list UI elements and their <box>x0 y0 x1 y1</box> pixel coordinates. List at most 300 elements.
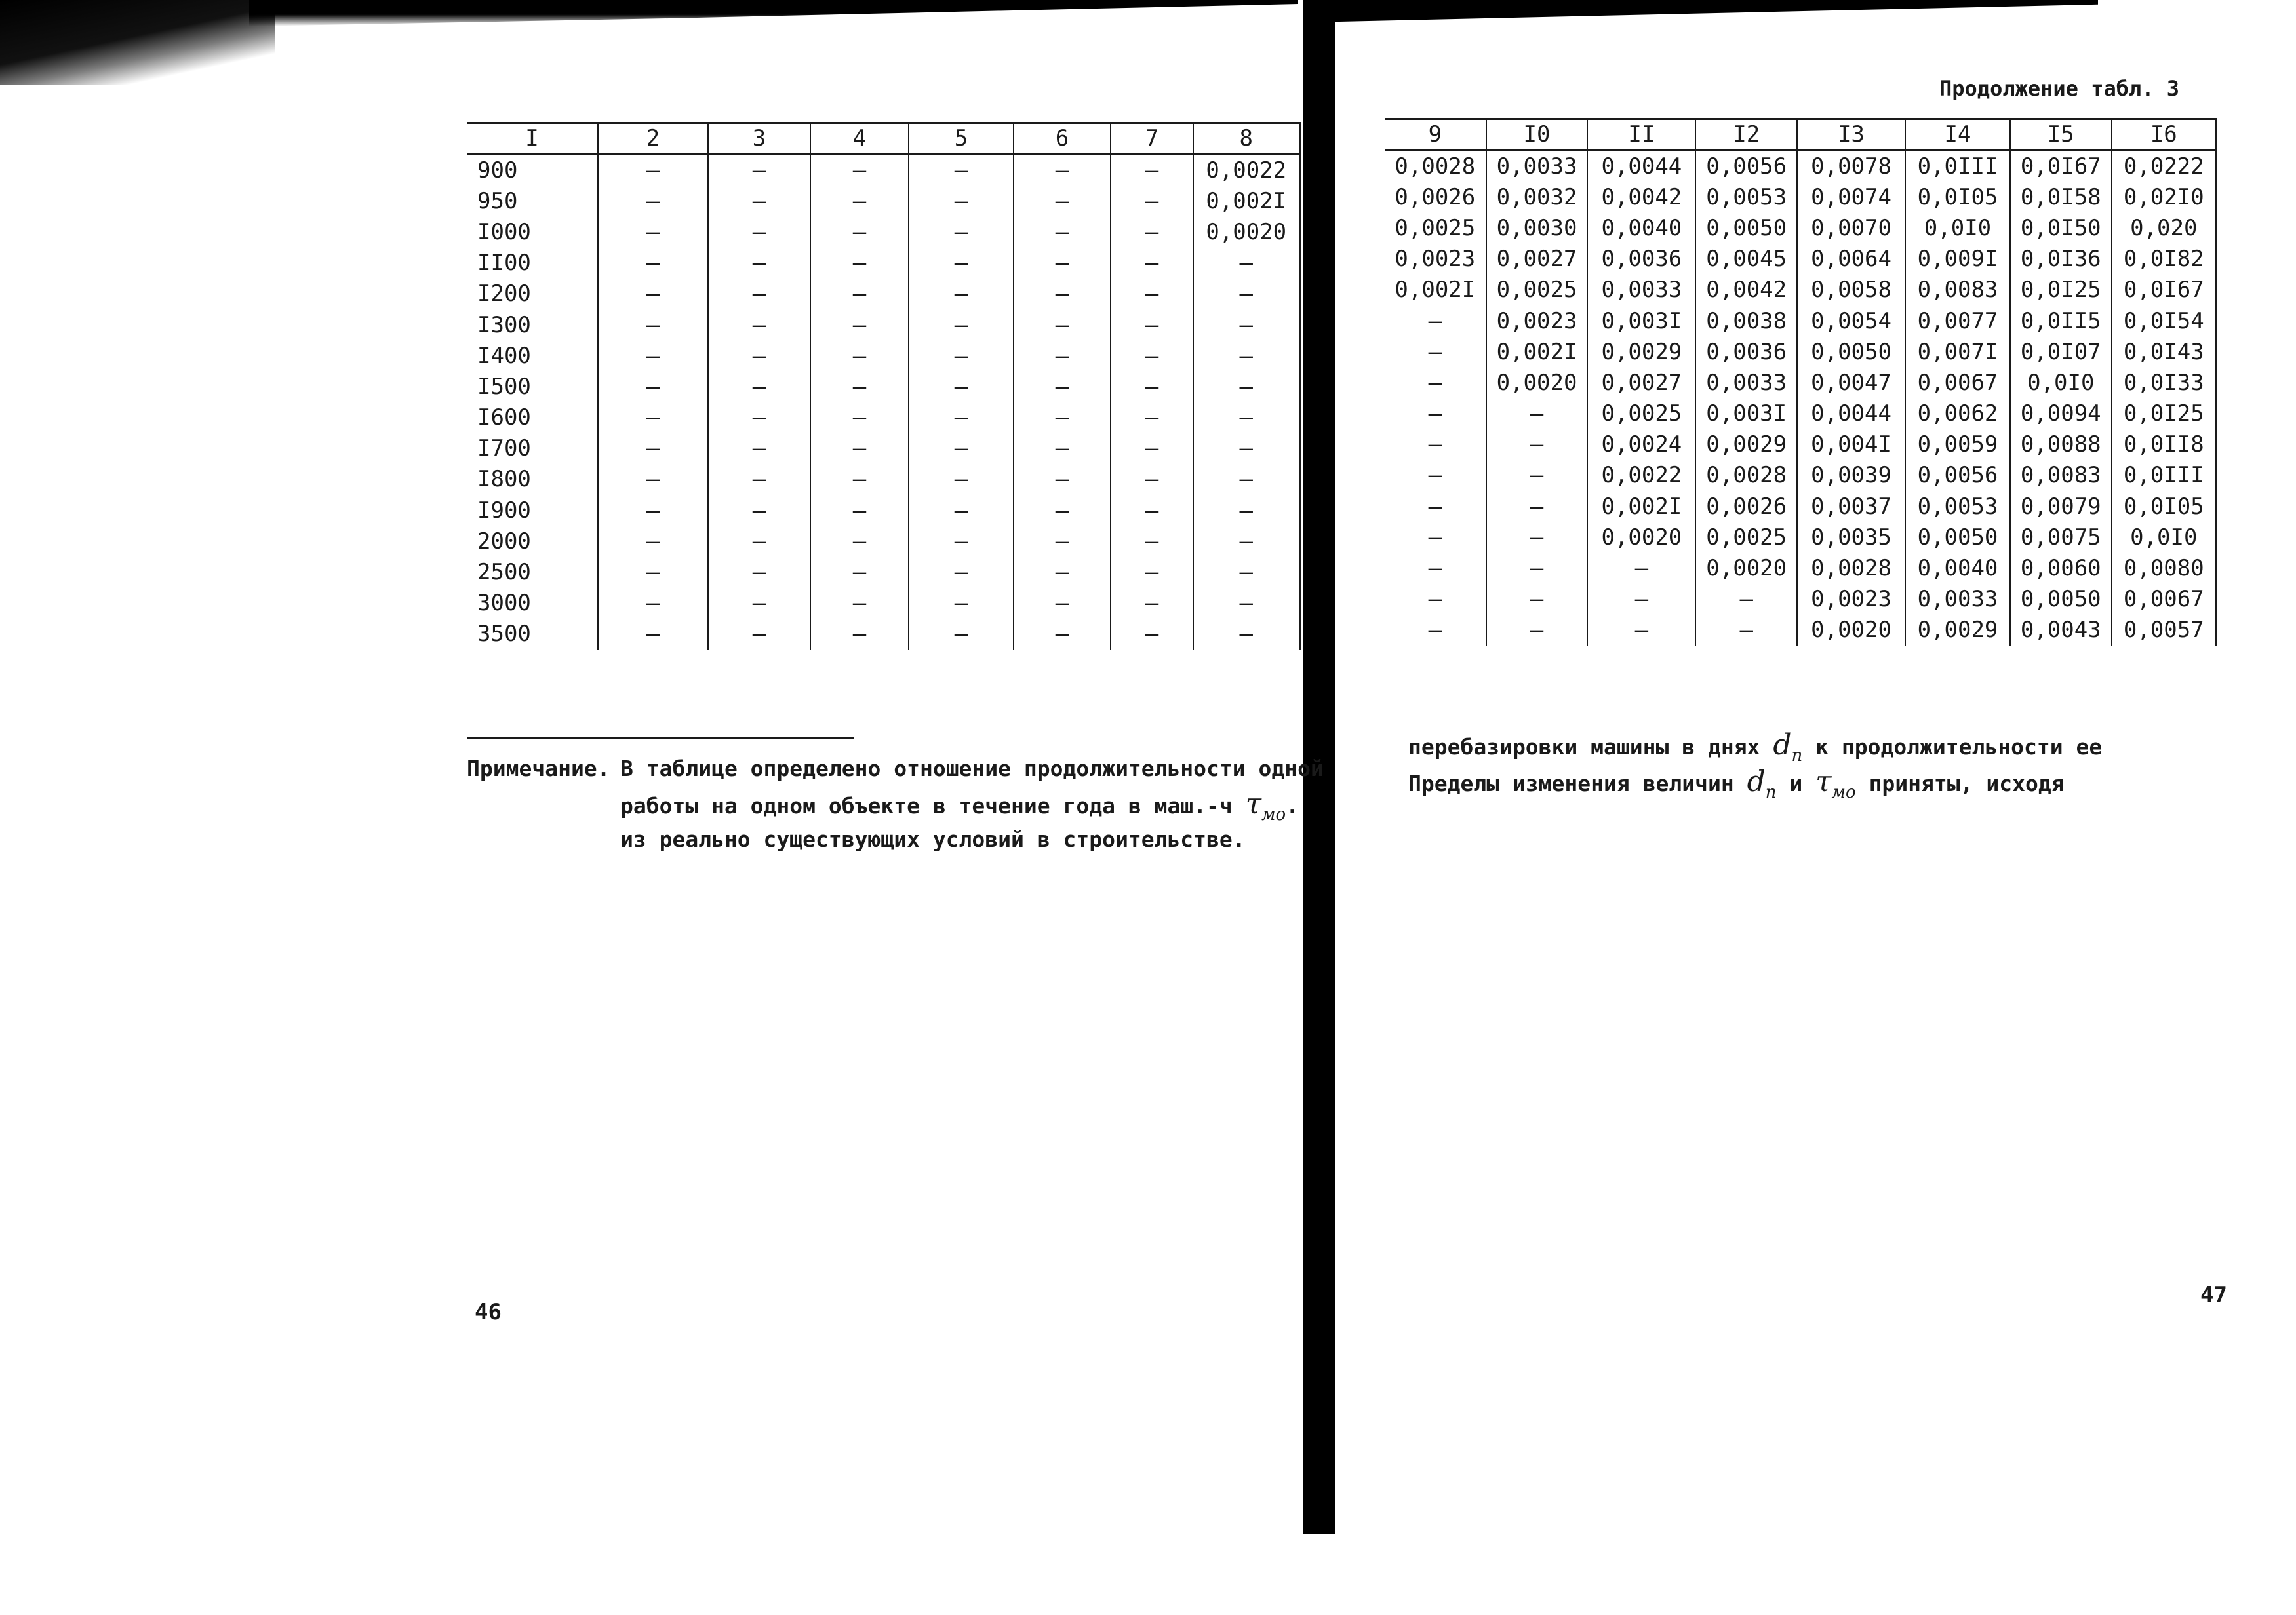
table-cell: 0,0020 <box>1695 553 1797 583</box>
table-cell: 0,0029 <box>1587 336 1695 367</box>
scan-shadow-top <box>249 0 1298 26</box>
table-cell: 0,0056 <box>1905 460 2010 491</box>
tau-letter-2: τ <box>1815 765 1832 798</box>
table-cell: – <box>1428 338 1442 365</box>
table-cell: – <box>598 185 708 216</box>
table-row <box>1385 399 2217 429</box>
table-cell: 0,0020 <box>1486 367 1588 398</box>
table-cell: – <box>1428 369 1442 396</box>
table-cell: – <box>1486 429 1588 460</box>
table-cell: – <box>708 433 810 464</box>
note-line-2-text: работы на одном объекте в течение года в маш.-ч <box>620 793 1233 819</box>
table-cell: – <box>1587 584 1695 615</box>
row-label-cell: 3500 <box>477 621 531 648</box>
table-cell: 0,0032 <box>1486 182 1588 212</box>
table-cell: 0,0I0 <box>1905 212 2010 243</box>
table-cell: – <box>598 495 708 526</box>
table-cell: – <box>810 464 909 495</box>
table-cell: 0,0033 <box>1695 367 1797 398</box>
table-cell: – <box>1111 248 1193 279</box>
table-cell: – <box>909 185 1014 216</box>
table-cell: – <box>810 279 909 309</box>
table-cell: 0,0II5 <box>2010 305 2112 336</box>
table-cell: – <box>1111 340 1193 371</box>
table-cell: – <box>1193 619 1299 650</box>
table-cell: 0,0020 <box>1587 522 1695 553</box>
table-cell: – <box>708 619 810 650</box>
right-text-line-2-a: Пределы изменения величин <box>1408 771 1734 796</box>
table-cell: – <box>598 464 708 495</box>
table-cell: – <box>598 216 708 247</box>
table-row <box>467 371 1299 402</box>
table-row <box>467 216 1299 247</box>
table-cell: 0,0023 <box>1797 584 1905 615</box>
table-row <box>1385 212 2217 243</box>
table-cell: – <box>598 371 708 402</box>
note-label: Примечание. <box>467 756 610 781</box>
table-cell: 0,0020 <box>1797 615 1905 646</box>
table-cell: – <box>810 526 909 556</box>
table-cell: 0,0074 <box>1797 182 1905 212</box>
row-label-cell: I400 <box>477 342 531 369</box>
table-cell: 0,0022 <box>1587 460 1695 491</box>
column-header-1: I <box>467 123 598 154</box>
column-header-6: I4 <box>1905 119 2010 150</box>
table-cell: – <box>708 556 810 587</box>
tau-mo-symbol-2 <box>1815 765 1856 802</box>
table-cell: – <box>1193 340 1299 371</box>
right-text-line-1-b: к продолжительности ее <box>1815 734 2103 760</box>
row-label-cell: I000 <box>477 218 531 245</box>
table-row <box>1385 275 2217 305</box>
table-cell: 0,0058 <box>1797 275 1905 305</box>
d-subscript: п <box>1791 745 1803 766</box>
table-cell: 0,004I <box>1797 429 1905 460</box>
row-label-cell: I200 <box>477 281 531 307</box>
note-line-3: из реально существующих условий в строительстве. <box>620 827 1246 852</box>
table-cell: – <box>598 248 708 279</box>
table-cell: 0,0028 <box>1797 553 1905 583</box>
table-cell: 0,003I <box>1695 399 1797 429</box>
table-cell: – <box>708 185 810 216</box>
table-cell: – <box>810 185 909 216</box>
scan-shadow-top-left <box>0 0 275 85</box>
table-cell: – <box>1193 464 1299 495</box>
table-cell: – <box>909 588 1014 619</box>
table-cell: 0,0I0 <box>2010 367 2112 398</box>
table-cell: 0,0060 <box>2010 553 2112 583</box>
table-cell: – <box>909 495 1014 526</box>
table-cell: – <box>1111 556 1193 587</box>
table-cell: – <box>909 371 1014 402</box>
table-cell: – <box>1587 615 1695 646</box>
table-cell: – <box>909 402 1014 433</box>
table-cell: – <box>1014 340 1111 371</box>
table-cell: 0,0I82 <box>2112 244 2217 275</box>
table-row <box>1385 584 2217 615</box>
row-label-cell: I800 <box>477 466 531 493</box>
table-cell: 0,0I33 <box>2112 367 2217 398</box>
table-cell: – <box>1014 279 1111 309</box>
table-cell: – <box>810 495 909 526</box>
column-header-4: 4 <box>810 123 909 154</box>
table-cell: 0,0020 <box>1193 216 1299 247</box>
column-header-2: 2 <box>598 123 708 154</box>
column-header-4: I2 <box>1695 119 1797 150</box>
table-cell: 0,009I <box>1905 244 2010 275</box>
table-cell: – <box>598 433 708 464</box>
table-row <box>467 619 1299 650</box>
table-row <box>1385 182 2217 212</box>
right-text-line-2 <box>1408 764 2065 810</box>
table-cell: 0,0056 <box>1695 150 1797 182</box>
table-cell: – <box>1193 526 1299 556</box>
table-cell: – <box>1428 524 1442 551</box>
table-cell: 0,0039 <box>1797 460 1905 491</box>
table-cell: – <box>1014 464 1111 495</box>
table-cell: – <box>1193 279 1299 309</box>
table-cell: 0,0023 <box>1486 305 1588 336</box>
table-cell: – <box>1428 307 1442 334</box>
table-cell: 0,0033 <box>1486 150 1588 182</box>
column-header-8: 8 <box>1193 123 1299 154</box>
table-cell: – <box>708 309 810 340</box>
table-cell: 0,0075 <box>2010 522 2112 553</box>
tau-mo-symbol <box>1245 787 1286 825</box>
column-header-7: 7 <box>1111 123 1193 154</box>
table-cell: – <box>909 464 1014 495</box>
table-cell: – <box>909 248 1014 279</box>
table-cell: – <box>810 402 909 433</box>
table-cell: 0,007I <box>1905 336 2010 367</box>
table-cell: – <box>909 279 1014 309</box>
table-cell: 0,0027 <box>1587 367 1695 398</box>
d-letter: d <box>1773 728 1792 762</box>
table-cell: 0,0028 <box>1695 460 1797 491</box>
table-cell: – <box>810 371 909 402</box>
tau-subscript-2: мо <box>1831 782 1856 802</box>
table-cell: – <box>1014 556 1111 587</box>
table-cell: – <box>810 588 909 619</box>
table-cell: – <box>598 154 708 186</box>
row-label-cell: I900 <box>477 497 531 524</box>
table-cell: 0,0062 <box>1905 399 2010 429</box>
table-cell: – <box>1486 399 1588 429</box>
table-cell: 0,0036 <box>1587 244 1695 275</box>
table-cell: 0,0053 <box>1695 182 1797 212</box>
table-cell: 0,0080 <box>2112 553 2217 583</box>
d-p-symbol-2 <box>1747 765 1777 802</box>
table-cell: – <box>598 556 708 587</box>
table-cell: 0,003I <box>1587 305 1695 336</box>
table-row <box>467 279 1299 309</box>
row-label-cell: I600 <box>477 404 531 431</box>
page-number-left: 46 <box>475 1299 502 1325</box>
table-cell: – <box>1428 586 1442 613</box>
table-cell: – <box>1193 433 1299 464</box>
table-cell: – <box>1486 584 1588 615</box>
column-header-3: II <box>1587 119 1695 150</box>
table-cell: – <box>1014 433 1111 464</box>
table-cell: 0,0026 <box>1395 184 1476 210</box>
table-cell: – <box>598 402 708 433</box>
table-cell: – <box>1486 553 1588 583</box>
table-cell: 0,0022 <box>1193 154 1299 186</box>
right-text-line-2-and: и <box>1789 771 1803 796</box>
table-cell: 0,0033 <box>1587 275 1695 305</box>
table-cell: 0,0024 <box>1587 429 1695 460</box>
table-row <box>1385 553 2217 583</box>
table-cell: – <box>1111 588 1193 619</box>
table-cell: 0,002I <box>1193 185 1299 216</box>
table-cell: 0,0I05 <box>1905 182 2010 212</box>
table-cell: 0,0045 <box>1695 244 1797 275</box>
table-cell: – <box>1014 495 1111 526</box>
table-cell: 0,02I0 <box>2112 182 2217 212</box>
table-cell: 0,0I0 <box>2112 522 2217 553</box>
row-label-cell: I500 <box>477 373 531 400</box>
table-cell: – <box>1111 309 1193 340</box>
table-cell: 0,0037 <box>1797 491 1905 522</box>
table-cell: 0,0043 <box>2010 615 2112 646</box>
table-cell: 0,0067 <box>1905 367 2010 398</box>
table-cell: 0,0I05 <box>2112 491 2217 522</box>
table-row <box>467 309 1299 340</box>
table-row <box>467 340 1299 371</box>
scan-shadow-top-right <box>1311 0 2098 22</box>
table-cell: 0,0070 <box>1797 212 1905 243</box>
table-cell: – <box>810 340 909 371</box>
table-cell: 0,0088 <box>2010 429 2112 460</box>
table-cell: – <box>1193 402 1299 433</box>
table-row <box>1385 150 2217 182</box>
row-label-cell: 2500 <box>477 559 531 586</box>
table-row <box>1385 305 2217 336</box>
table-cell: – <box>810 556 909 587</box>
column-header-5: 5 <box>909 123 1014 154</box>
table-cell: – <box>1428 493 1442 520</box>
table-cell: – <box>909 216 1014 247</box>
right-text-line-1-a: перебазировки машины в днях <box>1408 734 1760 760</box>
table-cell: – <box>1428 555 1442 582</box>
table-cell: – <box>1111 371 1193 402</box>
right-data-table <box>1385 118 2217 646</box>
table-cell: – <box>598 340 708 371</box>
table-cell: – <box>1486 491 1588 522</box>
table-cell: 0,0040 <box>1587 212 1695 243</box>
table-cell: – <box>1111 464 1193 495</box>
table-cell: – <box>598 526 708 556</box>
table-row <box>467 154 1299 186</box>
note-line-2-end: . <box>1286 793 1299 819</box>
table-cell: 0,0I58 <box>2010 182 2112 212</box>
table-cell: 0,0040 <box>1905 553 2010 583</box>
table-cell: 0,0083 <box>1905 275 2010 305</box>
table-cell: – <box>708 588 810 619</box>
table-cell: – <box>909 309 1014 340</box>
table-cell: – <box>1111 279 1193 309</box>
table-cell: – <box>1193 248 1299 279</box>
note-separator-rule <box>467 737 854 739</box>
table-cell: 0,0054 <box>1797 305 1905 336</box>
table-cell: – <box>1193 371 1299 402</box>
right-text-line-2-b: приняты, исходя <box>1869 771 2065 796</box>
table-cell: – <box>708 248 810 279</box>
tau-letter: τ <box>1245 787 1261 821</box>
column-header-7: I5 <box>2010 119 2112 150</box>
row-label-cell: 950 <box>477 187 518 214</box>
table-cell: 0,0I67 <box>2112 275 2217 305</box>
table-cell: 0,0025 <box>1695 522 1797 553</box>
table-cell: 0,0I54 <box>2112 305 2217 336</box>
table-cell: 0,0035 <box>1797 522 1905 553</box>
table-row <box>1385 336 2217 367</box>
table-cell: – <box>1111 433 1193 464</box>
table-cell: 0,0057 <box>2112 615 2217 646</box>
table-cell: – <box>708 464 810 495</box>
table-cell: 0,002I <box>1395 277 1476 303</box>
table-cell: – <box>1193 495 1299 526</box>
table-cell: – <box>708 340 810 371</box>
table-cell: 0,0079 <box>2010 491 2112 522</box>
table-cell: 0,0027 <box>1486 244 1588 275</box>
column-header-6: 6 <box>1014 123 1111 154</box>
table-continuation-caption: Продолжение табл. 3 <box>1939 76 2180 101</box>
table-cell: 0,0028 <box>1395 153 1476 180</box>
table-row <box>1385 460 2217 491</box>
table-row <box>1385 367 2217 398</box>
table-cell: 0,0077 <box>1905 305 2010 336</box>
table-cell: 0,0036 <box>1695 336 1797 367</box>
table-cell: 0,020 <box>2112 212 2217 243</box>
table-cell: 0,0026 <box>1695 491 1797 522</box>
table-cell: – <box>1014 371 1111 402</box>
table-cell: 0,0I36 <box>2010 244 2112 275</box>
table-cell: 0,0064 <box>1797 244 1905 275</box>
note-line-1: В таблице определено отношение продолжительности одной <box>620 756 1324 781</box>
column-header-2: I0 <box>1486 119 1588 150</box>
left-data-table <box>467 122 1301 650</box>
table-cell: 0,0094 <box>2010 399 2112 429</box>
table-row <box>467 248 1299 279</box>
row-label-cell: 2000 <box>477 528 531 555</box>
table-cell: 0,0I50 <box>2010 212 2112 243</box>
table-cell: – <box>1014 309 1111 340</box>
table-cell: – <box>1111 154 1193 186</box>
d-subscript-2: п <box>1765 782 1777 802</box>
row-label-cell: II00 <box>477 250 531 277</box>
table-cell: 0,0025 <box>1486 275 1588 305</box>
table-cell: 0,0029 <box>1905 615 2010 646</box>
table-cell: 0,0030 <box>1486 212 1588 243</box>
table-cell: 0,0I07 <box>2010 336 2112 367</box>
row-label-cell: I300 <box>477 311 531 338</box>
column-header-1: 9 <box>1385 119 1486 150</box>
table-cell: – <box>1428 431 1442 458</box>
table-cell: – <box>708 526 810 556</box>
table-cell: – <box>810 154 909 186</box>
table-cell: – <box>810 309 909 340</box>
table-cell: 0,0I25 <box>2112 399 2217 429</box>
table-cell: – <box>909 154 1014 186</box>
table-cell: – <box>1486 615 1588 646</box>
table-cell: – <box>1111 495 1193 526</box>
table-cell: 0,0050 <box>2010 584 2112 615</box>
column-header-8: I6 <box>2112 119 2217 150</box>
table-cell: – <box>1111 185 1193 216</box>
table-cell: – <box>1014 619 1111 650</box>
table-cell: 0,0029 <box>1695 429 1797 460</box>
table-row <box>467 495 1299 526</box>
table-cell: 0,0I25 <box>2010 275 2112 305</box>
table-cell: – <box>1014 402 1111 433</box>
table-row <box>467 464 1299 495</box>
table-cell: – <box>909 556 1014 587</box>
table-cell: – <box>1695 584 1797 615</box>
table-cell: – <box>1695 615 1797 646</box>
table-cell: 0,0047 <box>1797 367 1905 398</box>
table-row <box>467 402 1299 433</box>
table-cell: – <box>1428 462 1442 489</box>
row-label-cell: 900 <box>477 157 518 184</box>
table-cell: – <box>1014 526 1111 556</box>
table-cell: 0,0044 <box>1797 399 1905 429</box>
table-cell: – <box>810 433 909 464</box>
table-cell: 0,0042 <box>1587 182 1695 212</box>
table-cell: – <box>1014 588 1111 619</box>
table-cell: 0,0I67 <box>2010 150 2112 182</box>
table-row <box>467 588 1299 619</box>
table-row <box>1385 429 2217 460</box>
table-cell: 0,0059 <box>1905 429 2010 460</box>
table-cell: – <box>1014 154 1111 186</box>
table-cell: – <box>1193 556 1299 587</box>
table-cell: – <box>1111 526 1193 556</box>
table-cell: 0,002I <box>1587 491 1695 522</box>
row-label-cell: I700 <box>477 435 531 462</box>
table-cell: – <box>708 402 810 433</box>
table-cell: 0,0I43 <box>2112 336 2217 367</box>
table-cell: – <box>598 309 708 340</box>
table-row <box>1385 522 2217 553</box>
table-cell: – <box>909 340 1014 371</box>
column-header-3: 3 <box>708 123 810 154</box>
table-cell: – <box>1587 553 1695 583</box>
d-letter-2: d <box>1747 765 1766 798</box>
table-cell: 0,0044 <box>1587 150 1695 182</box>
table-cell: 0,0III <box>2112 460 2217 491</box>
table-cell: – <box>598 619 708 650</box>
table-cell: 0,0053 <box>1905 491 2010 522</box>
table-cell: – <box>708 154 810 186</box>
table-cell: 0,0023 <box>1395 246 1476 273</box>
column-header-5: I3 <box>1797 119 1905 150</box>
table-row <box>1385 615 2217 646</box>
table-cell: 0,0038 <box>1695 305 1797 336</box>
tau-subscript: мо <box>1261 804 1286 825</box>
table-row <box>467 556 1299 587</box>
table-cell: – <box>1193 588 1299 619</box>
table-cell: – <box>708 279 810 309</box>
table-cell: – <box>708 216 810 247</box>
table-cell: 0,0033 <box>1905 584 2010 615</box>
table-cell: 0,0050 <box>1905 522 2010 553</box>
table-cell: 0,0222 <box>2112 150 2217 182</box>
table-cell: 0,0025 <box>1587 399 1695 429</box>
table-row <box>467 433 1299 464</box>
table-cell: – <box>598 279 708 309</box>
table-cell: – <box>1111 619 1193 650</box>
